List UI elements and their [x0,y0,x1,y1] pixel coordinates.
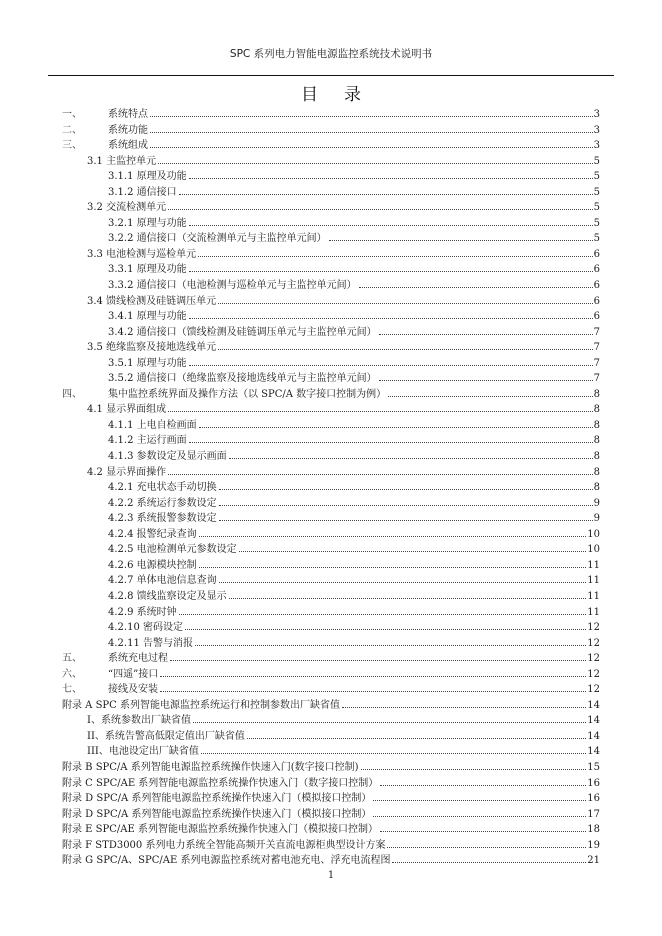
toc-entry[interactable] [0,589,662,605]
toc-entry-label: 集中监控系统界面及操作方法（以 SPC/A 数字接口控制为例） [108,387,387,403]
toc-entry-link[interactable] [108,123,600,139]
dot-leader [150,115,593,117]
toc-entry-link[interactable] [108,309,600,325]
toc-entry-label: 附录 E SPC/AE 系列智能电源监控系统操作快速入门（模拟接口控制） [62,822,379,838]
dot-leader [387,846,586,848]
toc-entry-link[interactable] [108,667,600,683]
toc-entry-link[interactable] [108,496,600,512]
toc-entry-page-number: 6 [594,262,600,278]
toc-entry-link[interactable] [108,278,600,294]
toc-entry[interactable] [0,138,662,154]
toc-entry-link[interactable] [62,853,600,869]
toc-entry-page-number: 12 [587,636,600,652]
toc-entry-label: “四遥”接口 [108,667,159,683]
dot-leader [150,131,593,133]
toc-entry-page-number: 10 [587,542,600,558]
dot-leader [199,566,587,568]
toc-entry-label: 系统功能 [108,123,149,139]
dot-leader [229,597,587,599]
toc-entry-page-number: 5 [594,154,600,170]
dot-leader [392,861,586,863]
dot-leader [179,193,593,195]
toc-entry-page-number: 6 [594,309,600,325]
dot-leader [185,628,586,630]
dot-leader [160,690,586,692]
toc-entry-label: 3.3.2 通信接口（电池检测与巡检单元与主监控单元间） [108,278,358,294]
toc-entry-label: 3.2.2 通信接口（交流检测单元与主监控单元间） [108,231,328,247]
toc-entry-page-number: 15 [587,760,600,776]
toc-entry-link[interactable] [108,589,600,605]
toc-entry-marker: 五、 [62,653,82,665]
toc-entry-page-number: 5 [594,231,600,247]
toc-entry-link[interactable] [108,387,600,403]
toc-entry-label: 4.1.2 主运行画面 [108,433,188,449]
toc-entry-link[interactable] [108,511,600,527]
toc-entry-page-number: 11 [587,589,600,605]
dot-leader [198,255,593,257]
toc-entry-page-number: 12 [587,651,600,667]
toc-entry-page-number: 9 [594,511,600,527]
toc-entry[interactable] [0,496,662,512]
toc-entry-link[interactable] [87,200,600,216]
toc-entry-page-number: 5 [594,200,600,216]
toc-entry-link[interactable] [87,154,600,170]
dot-leader [189,177,593,179]
toc-entry-label: 4.2.11 告警与消报 [108,636,194,652]
toc-entry-link[interactable] [62,791,600,807]
toc-entry-link[interactable] [108,558,600,574]
toc-entry-link[interactable] [87,713,600,729]
dot-leader [201,752,586,754]
toc-entry[interactable] [0,636,662,652]
dot-leader [189,224,593,226]
toc-entry-label: 4.2.7 单体电池信息查询 [108,573,218,589]
toc-entry-label: 3.2 交流检测单元 [87,200,167,216]
toc-entry[interactable] [0,573,662,589]
toc-entry-link[interactable] [108,107,600,123]
toc-entry-link[interactable] [108,449,600,465]
toc-entry[interactable] [0,822,662,838]
toc-entry-label: 附录 G SPC/A、SPC/AE 系列电源监控系统对蓄电池充电、浮充电流程图 [62,853,391,869]
toc-entry-label: 3.1.2 通信接口 [108,185,178,201]
toc-entry-link[interactable] [108,418,600,434]
toc-entry-page-number: 19 [587,838,600,854]
toc-entry[interactable] [0,200,662,216]
toc-entry-page-number: 9 [594,496,600,512]
toc-entry-page-number: 18 [587,822,600,838]
toc-entry-label: 3.4.1 原理与功能 [108,309,188,325]
toc-entry-label: 附录 A SPC 系列智能电源监控系统运行和控制参数出厂缺省值 [62,698,341,714]
toc-entry-page-number: 7 [594,356,600,372]
toc-entry[interactable] [0,169,662,185]
toc-entry[interactable] [0,838,662,854]
dot-leader [170,659,586,661]
toc-entry[interactable] [0,698,662,714]
toc-entry-label: 4.2 显示界面操作 [87,465,167,481]
toc-entry-label: 3.1 主监控单元 [87,154,157,170]
toc-entry[interactable] [0,247,662,263]
toc-entry[interactable] [0,185,662,201]
toc-entry-label: 附录 C SPC/AE 系列智能电源监控系统操作快速入门（数字接口控制） [62,776,379,792]
toc-entry[interactable] [0,123,662,139]
toc-entry-page-number: 14 [587,744,600,760]
table-of-contents [0,107,662,869]
toc-entry-page-number: 21 [587,853,600,869]
toc-entry-link[interactable] [108,542,600,558]
toc-entry-page-number: 6 [594,294,600,310]
toc-entry[interactable] [0,216,662,232]
toc-entry-link[interactable] [62,698,600,714]
toc-entry-label: III、电池设定出厂缺省值 [87,744,200,760]
toc-entry-link[interactable] [108,169,600,185]
dot-leader [218,348,593,350]
toc-entry-link[interactable] [87,294,600,310]
toc-entry-link[interactable] [87,729,600,745]
toc-entry[interactable] [0,760,662,776]
dot-leader [195,644,586,646]
toc-entry-page-number: 11 [587,605,600,621]
toc-entry[interactable] [0,371,662,387]
toc-entry-link[interactable] [108,573,600,589]
toc-entry[interactable] [0,340,662,356]
dot-leader [189,364,593,366]
toc-entry[interactable] [0,480,662,496]
toc-entry-link[interactable] [108,231,600,247]
toc-entry-marker: 二、 [62,124,82,136]
toc-entry-label: 4.2.5 电池检测单元参数设定 [108,542,238,558]
toc-entry[interactable] [0,729,662,745]
toc-entry-page-number: 10 [587,527,600,543]
toc-entry[interactable] [0,294,662,310]
dot-leader [199,426,593,428]
toc-entry-link[interactable] [108,138,600,154]
toc-entry-page-number: 8 [594,418,600,434]
toc-entry[interactable] [0,402,662,418]
toc-entry-link[interactable] [87,744,600,760]
toc-entry-label: 4.1.1 上电自检画面 [108,418,198,434]
toc-entry[interactable] [0,278,662,294]
toc-entry[interactable] [0,325,662,341]
toc-entry-page-number: 11 [587,573,600,589]
toc-entry-label: 4.2.1 充电状态手动切换 [108,480,218,496]
toc-entry-label: 3.4 馈线检测及硅链调压单元 [87,294,217,310]
dot-leader [219,504,593,506]
header-rule [48,75,614,76]
toc-entry[interactable] [0,449,662,465]
dot-leader [168,208,593,210]
toc-entry[interactable] [0,713,662,729]
toc-entry[interactable] [0,465,662,481]
toc-entry-label: 系统特点 [108,107,149,123]
toc-entry-label: 3.3.1 原理及功能 [108,262,188,278]
toc-entry-page-number: 3 [594,123,600,139]
toc-entry-page-number: 7 [594,371,600,387]
toc-entry-page-number: 8 [594,387,600,403]
toc-entry[interactable] [0,744,662,760]
toc-entry-label: 3.4.2 通信接口（馈线检测及硅链调压单元与主监控单元间） [108,325,378,341]
toc-entry-link[interactable] [62,807,600,823]
toc-entry-label: 3.3 电池检测与巡检单元 [87,247,197,263]
toc-title: 目录 [301,85,387,105]
toc-entry-label: 3.5.2 通信接口（绝缘监察及接地选线单元与主监控单元间） [108,371,378,387]
dot-leader [229,457,593,459]
toc-entry-label: 3.5.1 原理与功能 [108,356,188,372]
toc-entry-page-number: 8 [594,465,600,481]
dot-leader [199,535,587,537]
toc-entry[interactable] [0,791,662,807]
dot-leader [189,441,593,443]
dot-leader [160,675,586,677]
dot-leader [219,519,593,521]
toc-entry-link[interactable] [108,651,600,667]
toc-entry-page-number: 17 [587,807,600,823]
toc-entry-label: 3.5 绝缘监察及接地选线单元 [87,340,217,356]
toc-entry-label: 3.2.1 原理与功能 [108,216,188,232]
toc-entry[interactable] [0,807,662,823]
dot-leader [189,270,593,272]
toc-entry-page-number: 8 [594,433,600,449]
dot-leader [150,146,593,148]
dot-leader [168,473,593,475]
toc-entry-marker: 七、 [62,684,82,696]
toc-entry-link[interactable] [108,480,600,496]
toc-entry-label: 4.2.3 系统报警参数设定 [108,511,218,527]
toc-entry-page-number: 12 [587,620,600,636]
toc-entry[interactable] [0,231,662,247]
toc-entry-label: I、系统参数出厂缺省值 [87,713,192,729]
toc-entry-page-number: 8 [594,449,600,465]
toc-entry-label: 系统充电过程 [108,651,169,667]
toc-entry-link[interactable] [108,216,600,232]
toc-entry-link[interactable] [108,527,600,543]
toc-entry-page-number: 5 [594,169,600,185]
toc-entry-link[interactable] [108,605,600,621]
toc-entry-label: 接线及安装 [108,682,159,698]
dot-leader [342,706,586,708]
toc-entry-label: 3.1.1 原理及功能 [108,169,188,185]
toc-entry[interactable] [0,154,662,170]
toc-entry-label: 系统组成 [108,138,149,154]
toc-entry-page-number: 16 [587,776,600,792]
toc-entry-link[interactable] [108,356,600,372]
toc-entry-label: 4.2.6 电源模块控制 [108,558,198,574]
toc-entry-link[interactable] [87,402,600,418]
toc-entry-page-number: 14 [587,729,600,745]
toc-entry[interactable] [0,433,662,449]
dot-leader [329,239,593,241]
dot-leader [219,488,593,490]
toc-entry-link[interactable] [62,838,600,854]
toc-entry-page-number: 3 [594,138,600,154]
toc-entry-page-number: 8 [594,480,600,496]
toc-entry-link[interactable] [108,325,600,341]
toc-entry[interactable] [0,418,662,434]
toc-entry[interactable] [0,387,662,403]
dot-leader [219,581,587,583]
toc-entry-link[interactable] [108,636,600,652]
dot-leader [189,317,593,319]
toc-entry-link[interactable] [108,262,600,278]
toc-entry-page-number: 12 [587,667,600,683]
dot-leader [388,395,592,397]
toc-entry-link[interactable] [108,371,600,387]
dot-leader [179,613,587,615]
toc-entry-marker: 六、 [62,668,82,680]
dot-leader [158,162,593,164]
toc-entry-page-number: 7 [594,340,600,356]
toc-entry-label: II、系统告警高低限定值出厂缺省值 [87,729,246,745]
toc-entry-label: 4.2.8 馈线监察设定及显示 [108,589,228,605]
toc-entry-page-number: 11 [587,558,600,574]
dot-leader [379,333,593,335]
toc-entry-label: 附录 B SPC/A 系列智能电源监控系统操作快速入门(数字接口控制) [62,760,360,776]
dot-leader [239,550,587,552]
dot-leader [168,410,593,412]
toc-entry[interactable] [0,356,662,372]
dot-leader [379,379,593,381]
toc-entry-label: 4.1.3 参数设定及显示画面 [108,449,228,465]
toc-entry-link[interactable] [108,185,600,201]
toc-entry-label: 附录 D SPC/A 系列智能电源监控系统操作快速入门（模拟接口控制） [62,791,372,807]
toc-entry-marker: 三、 [62,140,82,152]
toc-entry-link[interactable] [108,682,600,698]
toc-entry-link[interactable] [62,822,600,838]
dot-leader [218,302,593,304]
toc-entry-link[interactable] [62,776,600,792]
toc-entry-label: 4.2.10 密码设定 [108,620,184,636]
dot-leader [380,830,586,832]
toc-entry-label: 附录 D SPC/A 系列智能电源监控系统操作快速入门（模拟接口控制） [62,807,372,823]
toc-entry[interactable] [0,682,662,698]
toc-entry[interactable] [0,853,662,869]
toc-entry[interactable] [0,620,662,636]
toc-entry-page-number: 14 [587,698,600,714]
toc-entry[interactable] [0,605,662,621]
dot-leader [359,286,593,288]
toc-entry-page-number: 14 [587,713,600,729]
toc-entry-link[interactable] [87,465,600,481]
toc-entry-page-number: 5 [594,185,600,201]
toc-entry-link[interactable] [87,247,600,263]
toc-entry-page-number: 6 [594,278,600,294]
toc-entry[interactable] [0,651,662,667]
toc-entry[interactable] [0,527,662,543]
toc-entry[interactable] [0,776,662,792]
page-header: SPC 系列电力智能电源监控系统技术说明书 [229,48,433,60]
toc-entry-page-number: 6 [594,247,600,263]
toc-entry[interactable] [0,667,662,683]
dot-leader [373,799,586,801]
toc-entry-page-number: 5 [594,216,600,232]
toc-entry[interactable] [0,309,662,325]
toc-entry-label: 附录 F STD3000 系列电力系统全智能高频开关直流电源柜典型设计方案 [62,838,386,854]
toc-entry-page-number: 12 [587,682,600,698]
toc-entry[interactable] [0,107,662,123]
toc-entry-label: 4.2.4 报警纪录查询 [108,527,198,543]
dot-leader [247,737,586,739]
toc-entry-page-number: 3 [594,107,600,123]
dot-leader [373,815,586,817]
toc-entry-label: 4.2.2 系统运行参数设定 [108,496,218,512]
toc-entry[interactable] [0,511,662,527]
toc-entry-page-number: 7 [594,325,600,341]
toc-entry-label: 4.2.9 系统时钟 [108,605,178,621]
toc-entry-link[interactable] [87,340,600,356]
toc-entry-page-number: 8 [594,402,600,418]
toc-entry[interactable] [0,262,662,278]
toc-entry-marker: 四、 [62,388,82,400]
toc-entry-marker: 一、 [62,109,82,120]
toc-entry-link[interactable] [108,433,600,449]
page-number: 1 [327,870,335,881]
toc-entry[interactable] [0,542,662,558]
toc-entry-link[interactable] [108,620,600,636]
dot-leader [361,768,587,770]
toc-entry-page-number: 16 [587,791,600,807]
dot-leader [380,784,586,786]
toc-entry-label: 4.1 显示界面组成 [87,402,167,418]
toc-entry-link[interactable] [62,760,600,776]
dot-leader [193,721,586,723]
toc-entry[interactable] [0,558,662,574]
